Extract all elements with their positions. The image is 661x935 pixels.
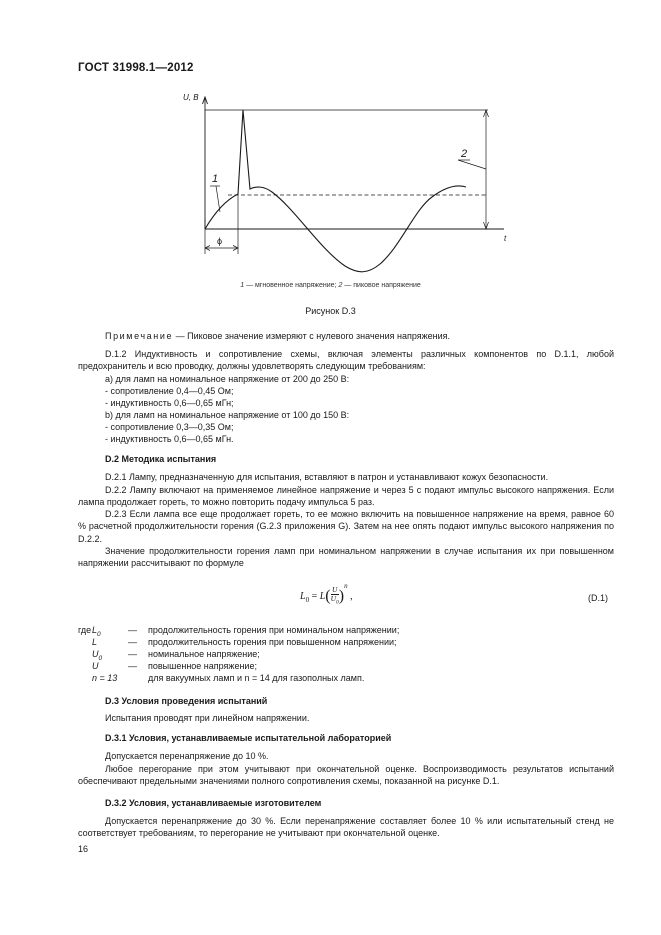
d21-paragraph: D.2.1 Лампу, предназначенную для испытания, вставляют в патрон и устанавливают кожух безопасности. xyxy=(105,472,549,482)
section-heading-d3: D.3 Условия проведения испытаний xyxy=(105,696,268,706)
figure-caption: Рисунок D.3 xyxy=(305,306,356,316)
curve-label-2: 2 xyxy=(461,148,468,160)
section-heading-d31: D.3.1 Условия, устанавливаемые испытательной лабораторией xyxy=(105,733,392,743)
list-item: - индуктивность 0,6—0,65 мГн; xyxy=(105,398,234,408)
list-item: - индуктивность 0,6—0,65 мГн. xyxy=(105,434,234,444)
x-axis-label: t xyxy=(504,234,507,243)
formula-d1: $L_0 = L$( $\frac{U}{U_0}$ )$^n$ , xyxy=(300,582,353,606)
y-axis-label: U, В xyxy=(183,93,199,102)
d31-paragraph-1: Допускается перенапряжение до 10 %. xyxy=(105,751,269,761)
d3-paragraph: Испытания проводят при линейном напряжении. xyxy=(105,713,310,723)
label-2-leader xyxy=(458,160,486,169)
list-item: b) для ламп на номинальное напряжение от 100 до 150 В: xyxy=(105,410,350,420)
figure-legend: 1 — мгновенное напряжение; 2 — пиковое напряжение xyxy=(240,282,421,289)
formula-intro-paragraph: Значение продолжительности горения ламп при номинальном напряжении в случае испытания их при повышенном напряжении рассчитывают по формуле xyxy=(78,546,614,569)
section-heading-d2: D.2 Методика испытания xyxy=(105,454,217,464)
voltage-waveform-figure xyxy=(170,84,510,284)
document-header: ГОСТ 31998.1—2012 xyxy=(78,62,194,74)
d32-paragraph: Допускается перенапряжение до 30 %. Если перенапряжение составляет более 10 % или испытательный стенд не соответствует требованиям, то перегорание не учитывают при окончательной оценке. xyxy=(78,816,614,839)
d23-paragraph: D.2.3 Если лампа все еще продолжает гореть, то ее можно включить на повышенное напряжение на время, равное 60 % расчетной продолжительности горения (G.2.3 приложения G). Затем на нее опять подают импульс высокого напряжения по D.2.2. xyxy=(78,509,614,544)
curve-label-1: 1 xyxy=(212,173,219,185)
label-1-leader xyxy=(216,186,220,212)
instantaneous-voltage-curve xyxy=(205,110,466,272)
list-item: - сопротивление 0,3—0,35 Ом; xyxy=(105,422,234,432)
list-item: - сопротивление 0,4—0,45 Ом; xyxy=(105,386,234,396)
d31-paragraph-2: Любое перегорание при этом учитывают при окончательной оценке. Воспроизводимость результатов испытаний обеспечивают предельными значениями полного сопротивления схемы, показанной на рисунке D.1. xyxy=(78,764,614,787)
page-number: 16 xyxy=(78,844,89,854)
list-item: a) для ламп на номинальное напряжение от 200 до 250 В: xyxy=(105,374,350,384)
d22-paragraph: D.2.2 Лампу включают на применяемое линейное напряжение и через 5 с подают импульс высокого напряжения. Если лампа продолжает гореть, то можно повторить подачу импульса 5 раз. xyxy=(78,485,614,508)
d12-paragraph: D.1.2 Индуктивность и сопротивление схемы, включая элементы различных компонентов по D.1.1, любой предохранитель и всю проводку, должны удовлетворять следующим требованиям: xyxy=(78,349,614,372)
note: Примечание — Пиковое значение измеряют с нулевого значения напряжения. xyxy=(105,331,451,341)
equation-number: (D.1) xyxy=(588,593,608,603)
phi-label: ϕ xyxy=(217,236,223,246)
where-prefix: где xyxy=(78,625,92,635)
section-heading-d32: D.3.2 Условия, устанавливаемые изготовителем xyxy=(105,798,322,808)
